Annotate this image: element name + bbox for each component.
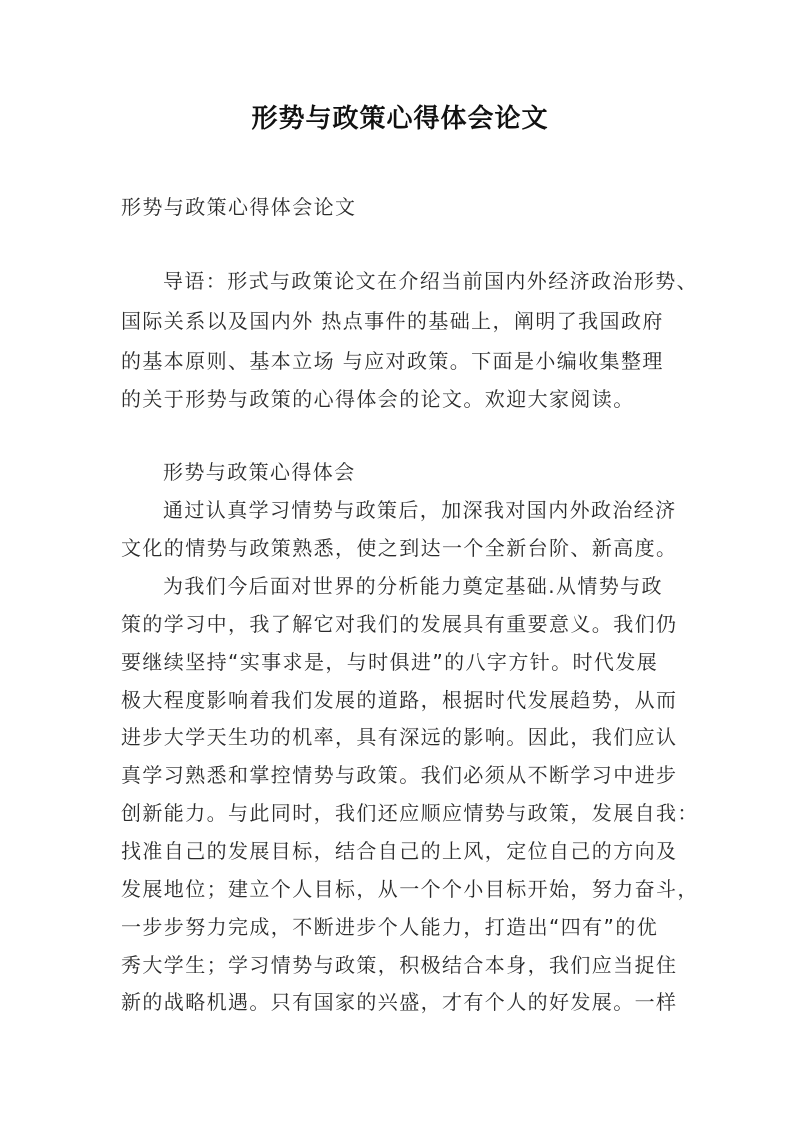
paragraph-line: 发展地位；建立个人目标，从一个个小目标开始，努力奋斗， [121,877,699,901]
document-subtitle: 形势与政策心得体会论文 [121,195,357,219]
paragraph-line: 秀大学生；学习情势与政策，积极结合本身，我们应当捉住 [121,953,678,977]
paragraph-line: 创新能力。与此同时，我们还应顺应情势与政策，发展自我： [121,801,699,825]
intro-line: 的基本原则、基本立场 与应对政策。下面是小编收集整理 [121,349,664,373]
section-heading: 形势与政策心得体会 [163,460,356,484]
paragraph-line: 为我们今后面对世界的分析能力奠定基础.从情势与政 [163,574,663,598]
paragraph-line: 一步步努力完成，不断进步个人能力，打造出“四有”的优 [121,915,659,939]
paragraph-line: 新的战略机遇。只有国家的兴盛，才有个人的好发展。一样 [121,990,678,1014]
paragraph-line: 策的学习中，我了解它对我们的发展具有重要意义。我们仍 [121,612,678,636]
paragraph-line: 要继续坚持“实事求是，与时俱进”的八字方针。时代发展 [121,650,659,674]
paragraph-line: 通过认真学习情势与政策后，加深我对国内外政治经济 [163,498,677,522]
paragraph-line: 极大程度影响着我们发展的道路，根据时代发展趋势，从而 [121,688,678,712]
paragraph-line: 真学习熟悉和掌控情势与政策。我们必须从不断学习中进步 [121,763,678,787]
paragraph-line: 进步大学天生功的机率，具有深远的影响。因此，我们应认 [121,725,678,749]
document-title: 形势与政策心得体会论文 [251,104,549,134]
intro-line: 导语：形式与政策论文在介绍当前国内外经济政治形势、 [163,269,698,293]
intro-line: 的关于形势与政策的心得体会的论文。欢迎大家阅读。 [121,387,635,411]
paragraph-line: 文化的情势与政策熟悉，使之到达一个全新台阶、新高度。 [121,536,678,560]
paragraph-line: 找准自己的发展目标，结合自己的上风，定位自己的方向及 [121,839,678,863]
intro-line: 国际关系以及国内外 热点事件的基础上，阐明了我国政府 [121,309,664,333]
